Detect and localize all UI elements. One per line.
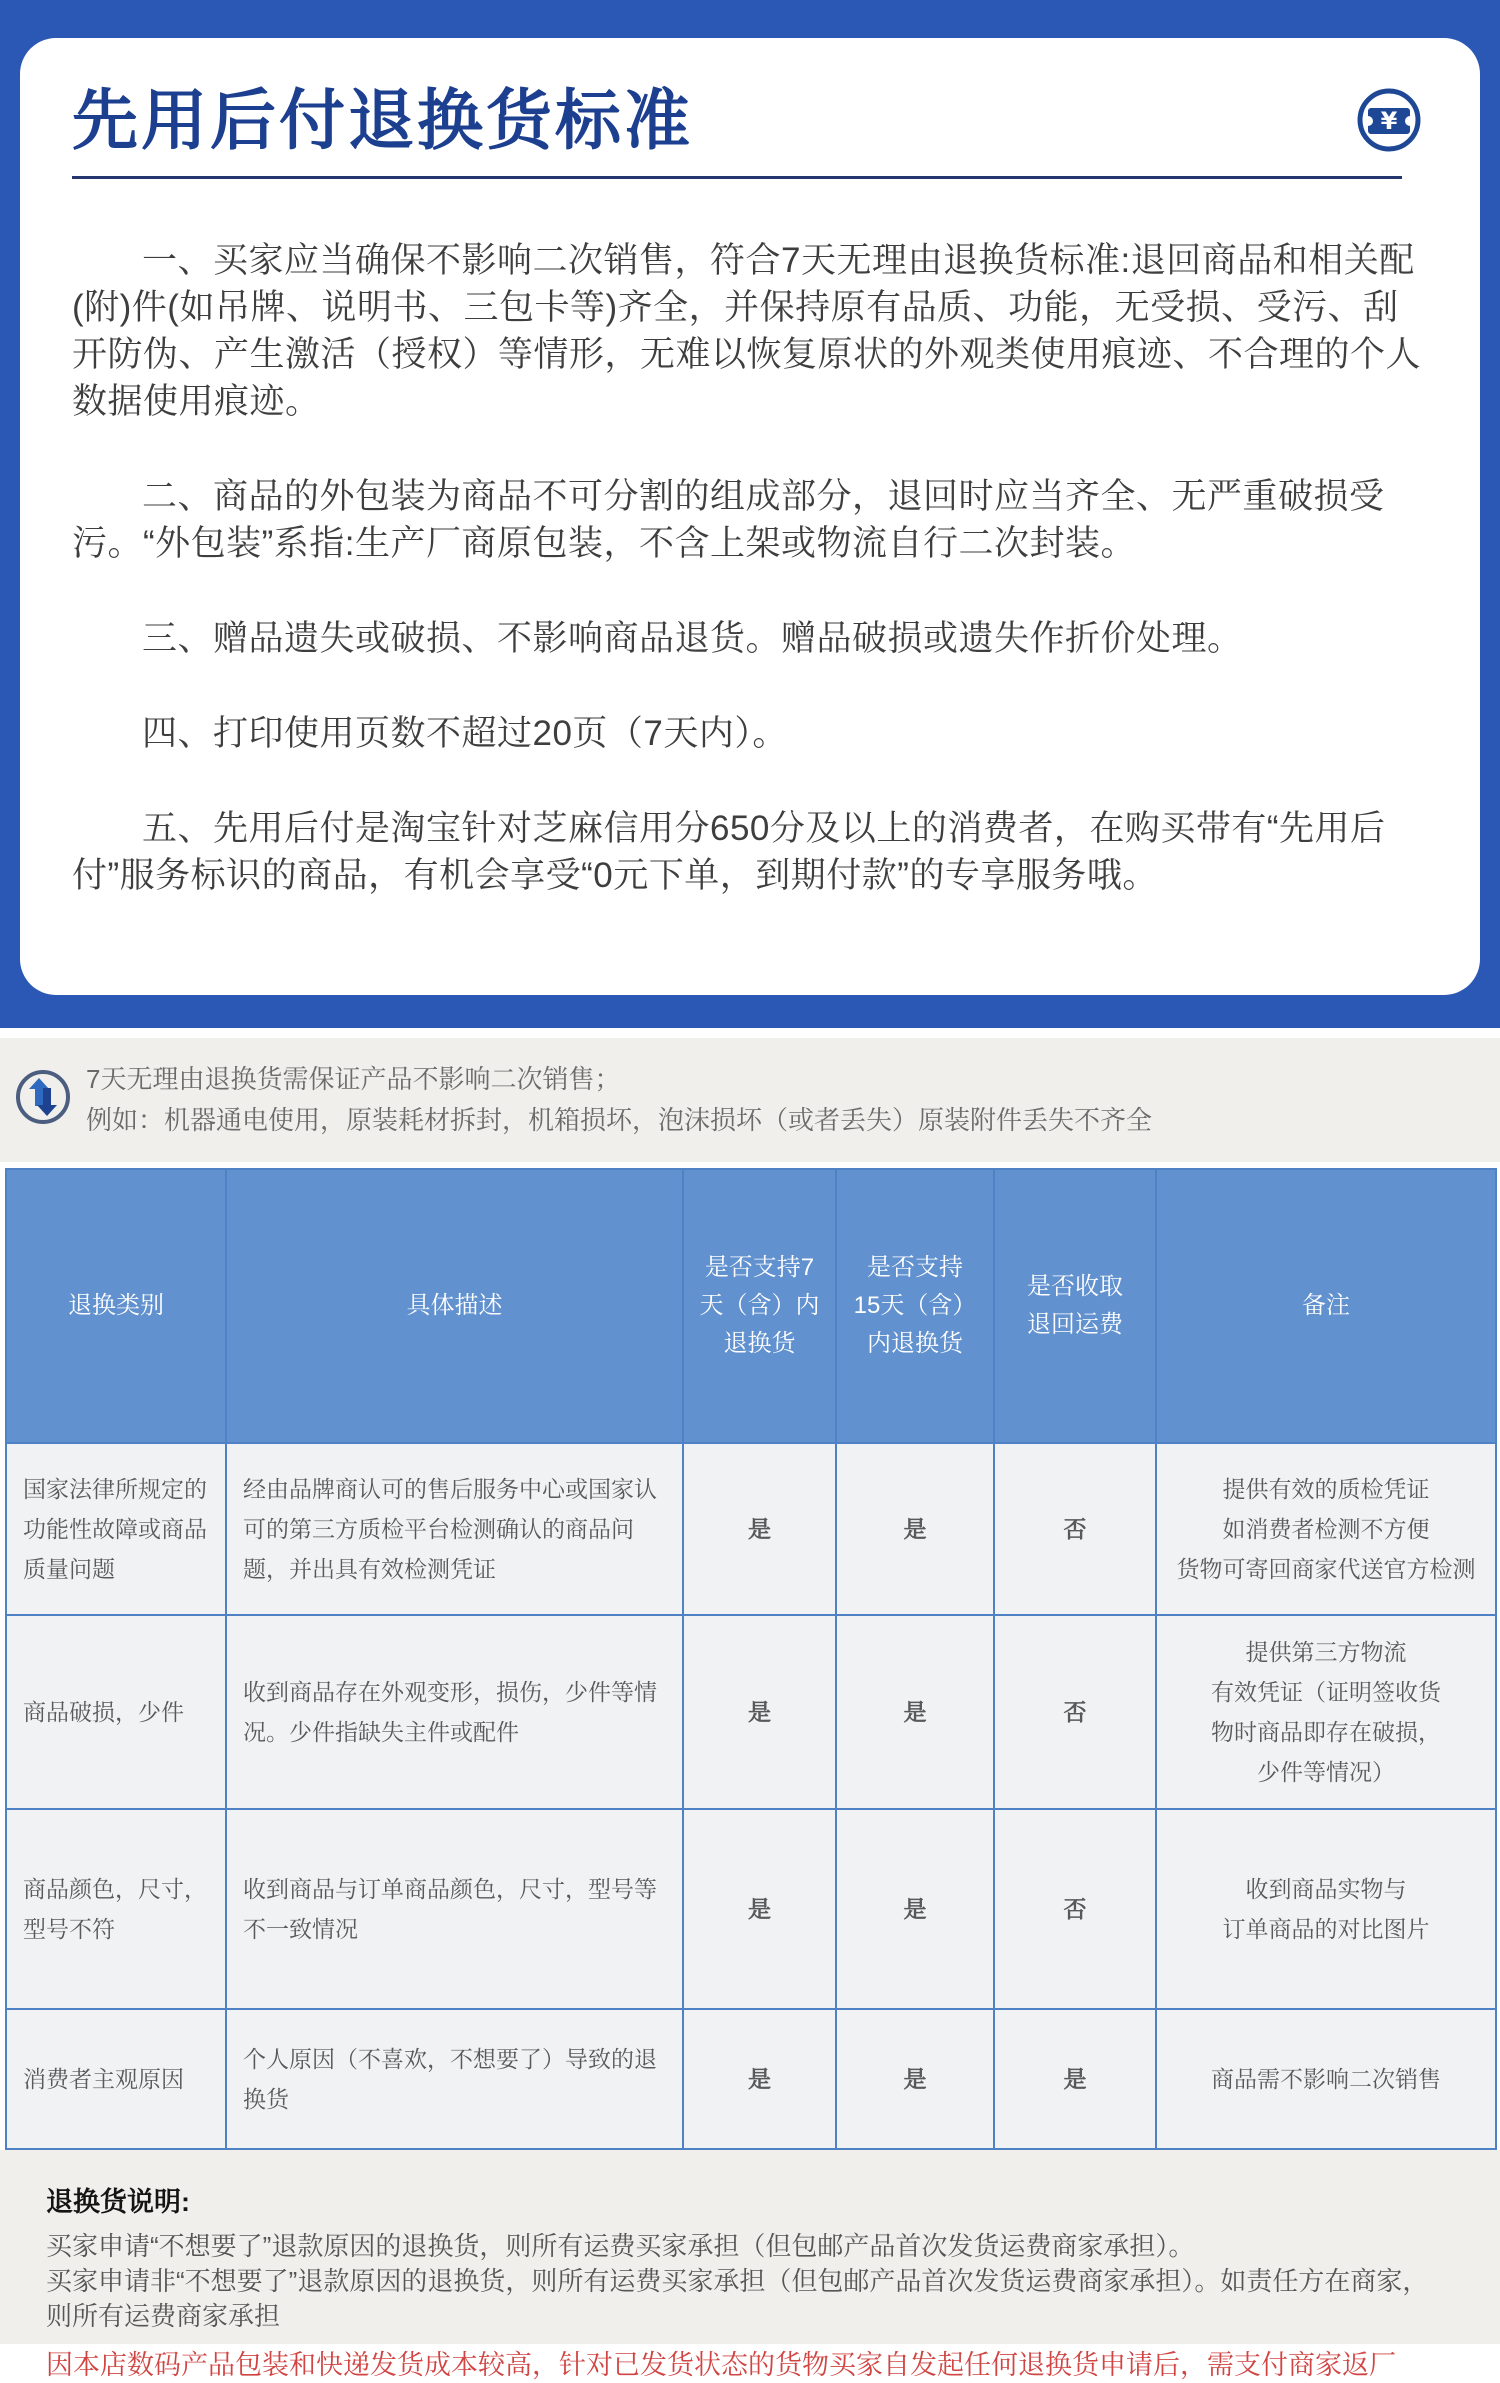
policy-paragraph-4: 四、打印使用页数不超过20页（7天内）。 [142,714,788,753]
notice-section [0,1038,1500,1162]
divider-strip [0,1028,1500,1038]
cell-7day: 是 [683,2009,836,2149]
cell-return-fee: 否 [994,1809,1156,2009]
footer-line-2: 买家申请非“不想要了”退款原因的退换货，则所有运费买家承担（但包邮产品首次发货运费商家承担）。如责任方在商家，则所有运费商家承担 [46,2266,1429,2331]
column-header-7day: 是否支持7 天（含）内 退换货 [683,1169,836,1443]
cell-15day: 是 [836,2009,994,2149]
cell-remark: 提供有效的质检凭证 如消费者检测不方便 货物可寄回商家代送官方检测 [1156,1443,1496,1615]
cell-description: 经由品牌商认可的售后服务中心或国家认可的第三方质检平台检测确认的商品问题，并出具有效检测凭证 [226,1443,683,1615]
card-header [20,38,1480,160]
return-policy-table [5,1168,1497,2150]
column-header-category: 退换类别 [6,1169,226,1443]
cell-7day: 是 [683,1809,836,2009]
cell-return-fee: 否 [994,1615,1156,1809]
policy-paragraphs [20,237,1480,899]
cell-7day: 是 [683,1443,836,1615]
cell-remark: 商品需不影响二次销售 [1156,2009,1496,2149]
footer-section [0,2150,1500,2380]
table-header-row [6,1169,1496,1443]
policy-paragraph-5: 五、先用后付是淘宝针对芝麻信用分650分及以上的消费者，在购买带有“先用后付”服务标识的商品，有机会享受“0元下单，到期付款”的专享服务哦。 [72,809,1386,895]
policy-paragraph-3: 三、赠品遗失或破损、不影响商品退货。赠品破损或遗失作折价处理。 [142,619,1243,658]
cell-category: 商品破损，少件 [6,1615,226,1809]
yuan-ticket-icon [1356,87,1422,153]
column-header-15day: 是否支持 15天（含） 内退换货 [836,1169,994,1443]
table-row [6,1615,1496,1809]
cell-15day: 是 [836,1615,994,1809]
policy-paragraph-2: 二、商品的外包装为商品不可分割的组成部分，退回时应当齐全、无严重破损受污。“外包装”系指:生产厂商原包装，不含上架或物流自行二次封装。 [72,477,1385,563]
exchange-arrows-icon [14,1068,72,1126]
cell-category: 国家法律所规定的功能性故障或商品质量问题 [6,1443,226,1615]
hero-section [0,0,1500,1028]
cell-return-fee: 否 [994,1443,1156,1615]
table-section [0,1168,1500,2150]
cell-description: 收到商品与订单商品颜色，尺寸，型号等不一致情况 [226,1809,683,2009]
cell-15day: 是 [836,1809,994,2009]
notice-line-1: 7天无理由退换货需保证产品不影响二次销售； [86,1064,621,1094]
page-title: 先用后付退换货标准 [72,83,693,157]
cell-description: 个人原因（不喜欢，不想要了）导致的退换货 [226,2009,683,2149]
notice-line-2: 例如：机器通电使用，原装耗材拆封，机箱损坏，泡沫损坏（或者丢失）原装附件丢失不齐全 [86,1105,1153,1135]
footer-warning: 因本店数码产品包装和快递发货成本较高，针对已发货状态的货物买家自发起任何退换货申请后，需支付商家返厂 [46,2350,1396,2380]
title-divider [72,176,1402,179]
policy-paragraph-1: 一、买家应当确保不影响二次销售，符合7天无理由退换货标准:退回商品和相关配(附)件(如吊牌、说明书、三包卡等)齐全，并保持原有品质、功能，无受损、受污、刮开防伪、产生激活（授权）等情形，无难以恢复原状的外观类使用痕迹、不合理的个人数据使用痕迹。 [72,241,1422,421]
table-row [6,1443,1496,1615]
table-row [6,2009,1496,2149]
policy-card [20,38,1480,995]
cell-description: 收到商品存在外观变形，损伤，少件等情况。少件指缺失主件或配件 [226,1615,683,1809]
cell-return-fee: 是 [994,2009,1156,2149]
table-row [6,1809,1496,2009]
cell-remark: 提供第三方物流 有效凭证（证明签收货 物时商品即存在破损， 少件等情况） [1156,1615,1496,1809]
column-header-remark: 备注 [1156,1169,1496,1443]
svg-text:¥: ¥ [1380,107,1398,135]
cell-category: 消费者主观原因 [6,2009,226,2149]
column-header-return-fee: 是否收取 退回运费 [994,1169,1156,1443]
cell-remark: 收到商品实物与 订单商品的对比图片 [1156,1809,1496,2009]
cell-category: 商品颜色，尺寸，型号不符 [6,1809,226,2009]
cell-15day: 是 [836,1443,994,1615]
cell-7day: 是 [683,1615,836,1809]
notice-text [86,1059,1152,1141]
footer-line-1: 买家申请“不想要了”退款原因的退换货，则所有运费买家承担（但包邮产品首次发货运费商家承担）。 [46,2231,1195,2261]
column-header-description: 具体描述 [226,1169,683,1443]
footer-heading: 退换货说明: [46,2187,190,2217]
